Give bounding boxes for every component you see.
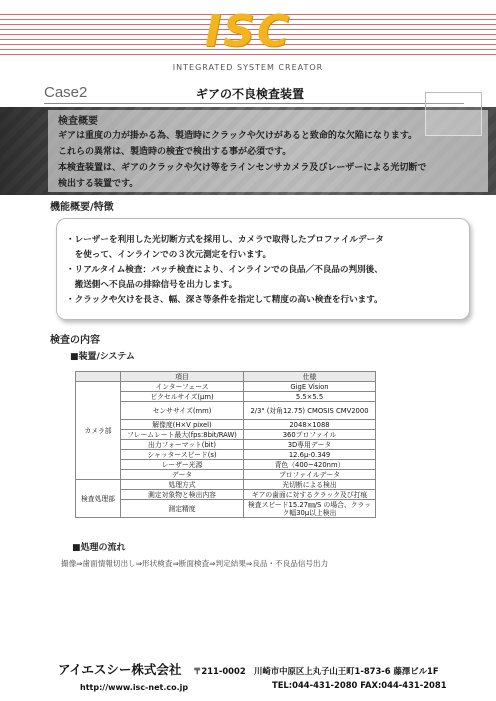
table-cell-spec: 検査スピード15.27㎜/S の場合、クラック幅30μ以上検出 [244,500,376,518]
logo-tagline: INTEGRATED SYSTEM CREATOR [172,63,324,72]
features-heading: 機能概要/特徴 [50,202,114,213]
table-row [76,392,376,402]
table-row [76,480,376,490]
overview-line: これらの異常は、製造時の検査で検出する事が必須です。 [58,147,292,157]
table-cell-spec: 3D専用データ [244,440,376,450]
table-cell-item: データ [121,470,244,480]
table-cell-item: シャッタースピード(s) [121,450,244,460]
table-group-label: 検査処理部 [76,480,121,518]
header-spec: 仕様 [244,372,376,382]
table-group-label: カメラ部 [76,382,121,480]
table-cell-item: 測定対象物と検出内容 [121,490,244,500]
table-row [76,382,376,392]
table-cell-spec: 光切断による検出 [244,480,376,490]
table-cell-item: 処理方式 [121,480,244,490]
feature-line: ・レーザーを利用した光切断方式を採用し、カメラで取得したプロファイルデータ [66,235,384,245]
table-cell-item: ピクセルサイズ(μm) [121,392,244,402]
table-cell-spec: GigE Vision [244,382,376,392]
table-cell-item: インターフェース [121,382,244,392]
inspection-heading: 検査の内容 [50,335,100,346]
company-address: 〒211-0002 川崎市中原区上丸子山王町1-873-6 藤澤ビル1F [193,666,439,676]
system-heading: ■装置/システム [70,352,135,362]
overview-line: ギアは重度の力が掛かる為、製造時にクラックや欠けがあると致命的な欠陥になります。 [58,131,418,141]
case-divider [44,103,464,104]
table-row [76,470,376,480]
feature-line: ・クラックや欠けを長さ、幅、深さ等条件を指定して精度の高い検査を行います。 [66,295,383,305]
logo-band [0,10,496,60]
overview-line: 本検査装置は、ギアのクラックや欠け等をラインセンサカメラ及びレーザーによる光切断で [58,163,427,173]
feature-line: を使って、インラインでの３次元測定を行います。 [66,250,272,260]
table-cell-item: 測定精度 [121,500,244,518]
table-cell-spec: プロファイルデータ [244,470,376,480]
table-cell-item: 解像度(H×V pixel) [121,420,244,430]
table-cell-spec: 青色（400~420nm） [244,460,376,470]
table-row [76,500,376,518]
table-row [76,430,376,440]
spec-table-body [76,382,376,518]
table-cell-spec: ギアの歯面に対するクラック及び打痕 [244,490,376,500]
table-header-row [76,372,376,382]
table-row [76,440,376,450]
company-phone: TEL:044-431-2080 FAX:044-431-2081 [272,680,447,690]
table-cell-item: 出力フォーマット(bit) [121,440,244,450]
company-logo: ISC [204,10,292,57]
table-cell-spec: 5.5×5.5 [244,392,376,402]
case-label: Case2 [44,84,88,101]
table-cell-item: センササイズ(mm) [121,402,244,420]
table-cell-spec: 12.6μ-0.349 [244,450,376,460]
table-cell-spec: 2/3" (対角12.75) CMOSIS CMV2000 [244,402,376,420]
table-row [76,420,376,430]
table-cell-spec: 360プロファイル [244,430,376,440]
overview-line: 検出する装置です。 [58,179,139,189]
table-row [76,450,376,460]
header-item: 項目 [121,372,244,382]
feature-line: ・リアルタイム検査：バッチ検査により、インラインでの良品／不良品の判別後、 [66,265,383,275]
table-row [76,460,376,470]
overview-heading: 検査概要 [58,116,98,127]
company-name: アイエスシー株式会社 [58,662,182,677]
flow-text: 撮像⇒歯面情報切出し⇒形状検査⇒断面検査⇒判定結果⇒良品・不良品信号出力 [61,559,329,568]
case-title: ギアの不良検査装置 [195,87,304,101]
website-link[interactable]: http://www.isc-net.co.jp [80,683,189,692]
feature-line: 搬送側へ不良品の排除信号を出力します。 [66,280,238,290]
table-cell-spec: 2048×1088 [244,420,376,430]
table-cell-item: レーザー光源 [121,460,244,470]
spec-table [75,371,376,518]
table-row [76,490,376,500]
table-row [76,402,376,420]
flow-heading: ■処理の流れ [72,543,126,553]
table-cell-item: フレームレート最大(fps:8bit/RAW) [121,430,244,440]
